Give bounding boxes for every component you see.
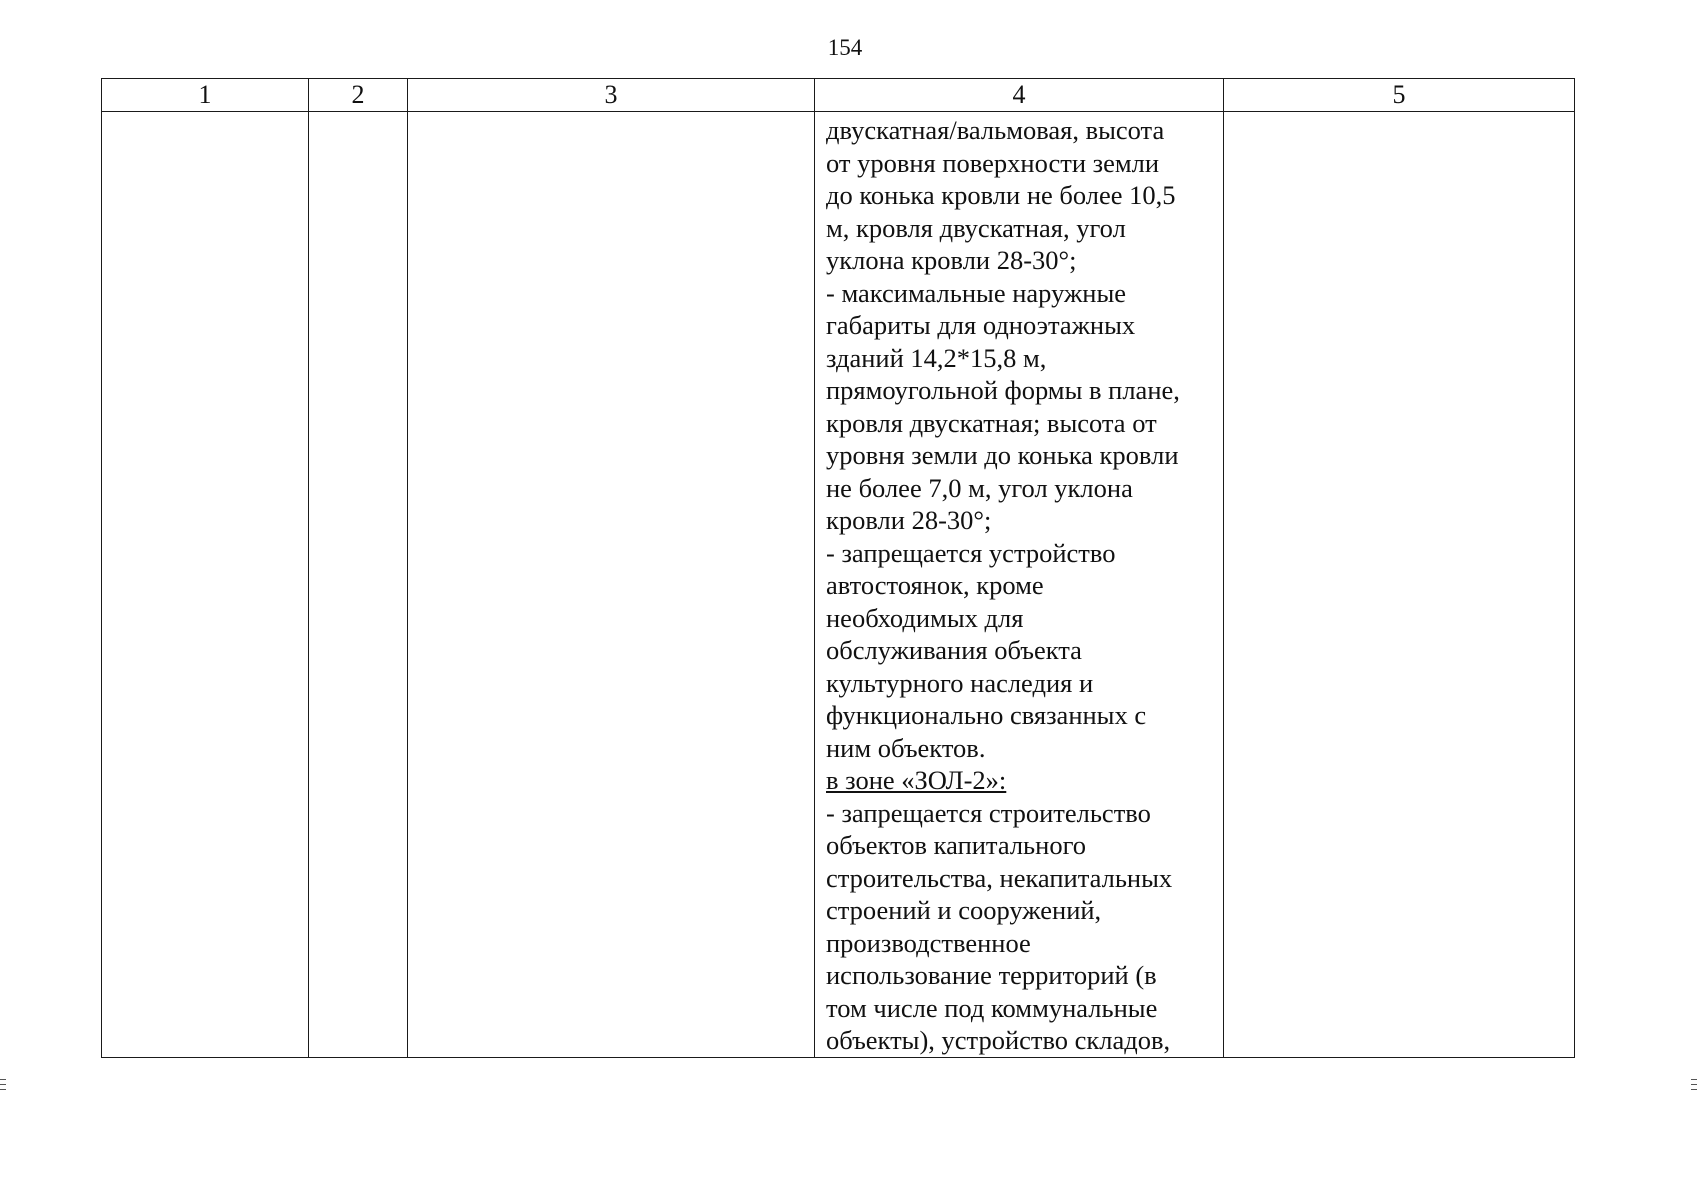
table-header-row xyxy=(102,79,1575,112)
cell-col-4 xyxy=(815,112,1224,1058)
zone-heading-zol-2: в зоне «ЗОЛ-2»: xyxy=(826,765,1007,795)
left-margin-mark xyxy=(0,1089,6,1090)
regulation-text xyxy=(815,112,1223,1057)
cell-col-1 xyxy=(102,112,309,1058)
column-header-2: 2 xyxy=(309,79,408,112)
cell-col-2 xyxy=(309,112,408,1058)
table-row xyxy=(102,112,1575,1058)
regulation-paragraph-b: - запрещается строительство объектов капитального строительства, некапитальных строений и сооружений, производственное использование территорий (в том числе под коммунальные объекты), устройство складов, xyxy=(826,797,1173,1055)
column-header-1: 1 xyxy=(102,79,309,112)
column-header-4: 4 xyxy=(815,79,1224,112)
column-header-3: 3 xyxy=(408,79,815,112)
left-margin-mark xyxy=(0,1084,6,1085)
regulations-table xyxy=(101,78,1575,1058)
cell-col-3 xyxy=(408,112,815,1058)
right-margin-mark xyxy=(1691,1084,1697,1085)
page-number: 154 xyxy=(827,35,863,60)
regulation-paragraph-a: двускатная/вальмовая, высота от уровня поверхности земли до конька кровли не более 10,5 м, кровля двускатная, угол уклона кровли 28-30°; - максимальные наружные габариты для одноэтажных зданий 14,2*15,8 м, прямоугольной формы в плане, кровля двускатная; высота от уровня земли до конька кровли не более 7,0 м, угол уклона кровли 28-30°; - запрещается устройство автостоянок, кроме необходимых для обслуживания объекта культурного наследия и функционально связанных с ним объектов. xyxy=(826,115,1180,763)
column-header-5: 5 xyxy=(1224,79,1575,112)
right-margin-mark xyxy=(1691,1089,1697,1090)
left-margin-mark xyxy=(0,1079,6,1080)
right-margin-mark xyxy=(1691,1079,1697,1080)
cell-col-5 xyxy=(1224,112,1575,1058)
